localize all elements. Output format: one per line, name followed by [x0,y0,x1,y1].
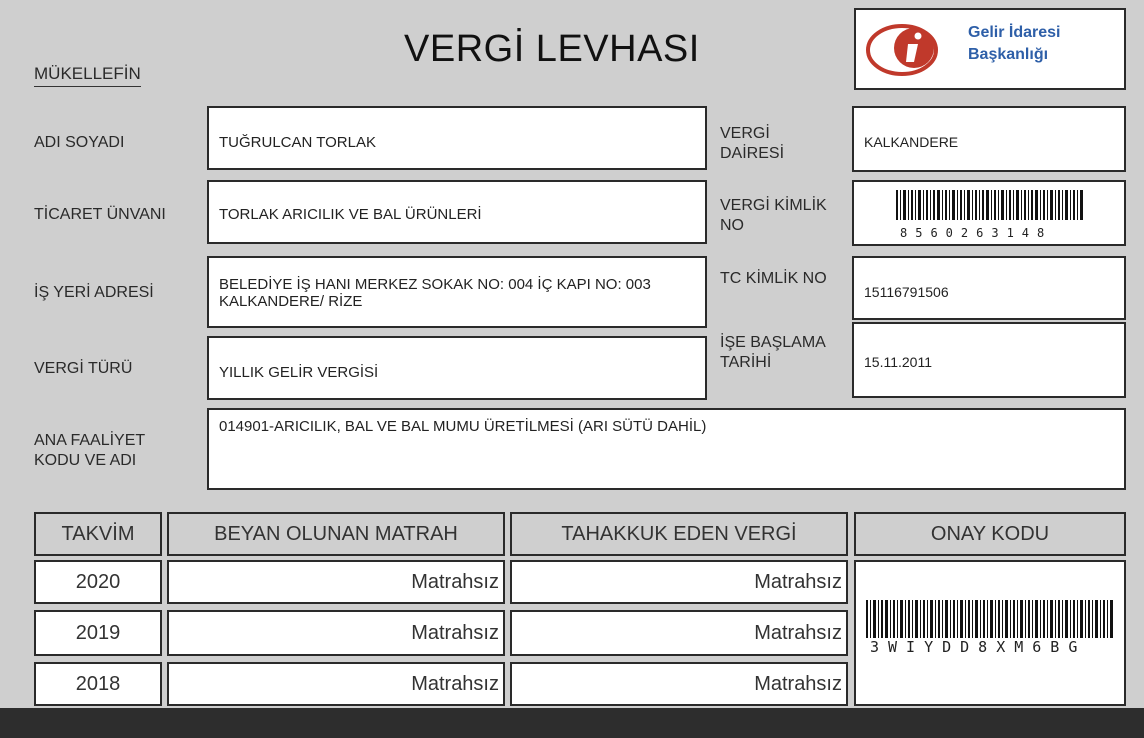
activity-field [207,408,1126,490]
tax-type-field [207,336,707,400]
tax-office-value: KALKANDERE [864,134,959,150]
tc-id-value: 15116791506 [864,284,949,300]
name-field [207,106,707,170]
tax-id-barcode-icon [896,190,1086,224]
table-row-accrued: Matrahsız [510,560,848,604]
trade-name-label: TİCARET ÜNVANI [34,206,166,223]
table-row-year: 2020 [34,560,162,604]
activity-label-1: ANA FAALİYET [34,432,146,449]
address-label: İŞ YERİ ADRESİ [34,284,154,301]
table-row-year: 2018 [34,662,162,706]
address-value-2: KALKANDERE/ RİZE [219,293,363,310]
start-date-label-1: İŞE BAŞLAMA [720,334,826,351]
tc-id-field [852,256,1126,320]
tax-id-label-1: VERGİ KİMLİK [720,197,827,214]
gib-logo-icon [864,18,944,82]
trade-name-value: TORLAK ARICILIK VE BAL ÜRÜNLERİ [219,206,482,223]
activity-label-2: KODU VE ADI [34,452,137,469]
tax-office-field [852,106,1126,172]
tax-office-label-1: VERGİ [720,125,770,142]
name-value: TUĞRULCAN TORLAK [219,134,376,151]
tax-type-label: VERGİ TÜRÜ [34,360,133,377]
table-row-accrued: Matrahsız [510,662,848,706]
tc-id-label: TC KİMLİK NO [720,270,827,287]
tax-type-value: YILLIK GELİR VERGİSİ [219,364,379,381]
table-row-accrued: Matrahsız [510,610,848,656]
address-field [207,256,707,328]
trade-name-field [207,180,707,244]
name-label: ADI SOYADI [34,134,125,151]
activity-value: 014901-ARICILIK, BAL VE BAL MUMU ÜRETİLMESİ (ARI SÜTÜ DAHİL) [219,418,707,435]
header-accrued: TAHAKKUK EDEN VERGİ [510,512,848,556]
table-row-declared: Matrahsız [167,610,505,656]
address-value-1: BELEDİYE İŞ HANI MERKEZ SOKAK NO: 004 İÇ KAPI NO: 003 [219,276,651,293]
approval-barcode-icon [866,600,1114,640]
table-row-year: 2019 [34,610,162,656]
header-declared: BEYAN OLUNAN MATRAH [167,512,505,556]
start-date-value: 15.11.2011 [864,354,932,370]
tax-id-digits: 8560263148 [900,226,1053,240]
logo-line1: Gelir İdaresi [968,24,1061,41]
tax-id-field [852,180,1126,246]
document-title: VERGİ LEVHASI [404,28,700,70]
start-date-field [852,322,1126,398]
table-row-declared: Matrahsız [167,662,505,706]
table-row-declared: Matrahsız [167,560,505,604]
header-year: TAKVİM [34,512,162,556]
approval-code-text: 3WIYDD8XM6BG [870,638,1087,656]
owner-heading: MÜKELLEFİN [34,64,141,87]
tax-id-label-2: NO [720,217,744,234]
header-approval: ONAY KODU [854,512,1126,556]
start-date-label-2: TARİHİ [720,354,772,371]
bottom-bar [0,708,1144,738]
logo-box [854,8,1126,90]
approval-code-field [854,560,1126,706]
logo-line2: Başkanlığı [968,46,1049,63]
tax-office-label-2: DAİRESİ [720,145,785,162]
